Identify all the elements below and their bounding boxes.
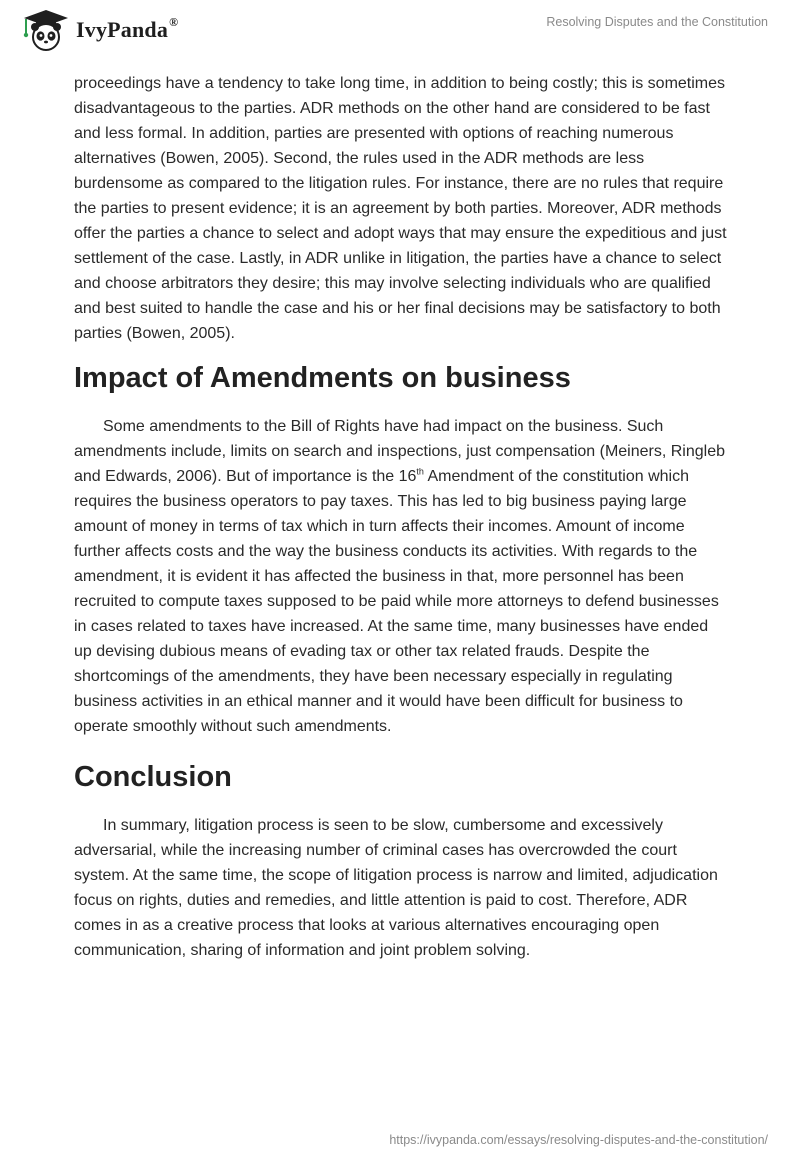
panda-graduate-icon xyxy=(16,8,70,52)
impact-paragraph: Some amendments to the Bill of Rights have had impact on the business. Such amendments include, limits on search and inspections, just compensation (Meiners, Ringleb and Edwards, 2006). But of importance is the 16th Amendment of the constitution which requires the business operators to pay taxes. This has led to big business paying large amount of money in terms of tax which in turn affects their incomes. Amount of income further affects costs and the way the business conducts its activities. With regards to the amendment, it is evident it has affected the business in that, more personnel has been recruited to compute taxes supposed to be paid while more attorneys to defend businesses in cases related to taxes have increased. At the same time, many businesses have ended up devising dubious means of evading tax or other tax related frauds. Despite the shortcomings of the amendments, they have been necessary especially in regulating business activities in an ethical manner and it would have been difficult for business to operate smoothly without such amendments. xyxy=(74,418,725,735)
conclusion-paragraph: In summary, litigation process is seen to be slow, cumbersome and excessively adversarial, while the increasing number of criminal cases has overcrowded the court system. At the same time, the scope of litigation process is narrow and limited, adjudication focus on rights, duties and remedies, and little attention is paid to cost. Therefore, ADR comes in as a creative process that looks at various alternatives encouraging open communication, sharing of information and joint problem solving. xyxy=(74,817,718,959)
section-heading-impact: Impact of Amendments on business xyxy=(74,362,571,394)
logo-wordmark: IvyPanda® xyxy=(76,15,179,42)
intro-paragraph: proceedings have a tendency to take long time, in addition to being costly; this is sometimes disadvantageous to the parties. ADR methods on the other hand are considered to be fast and less formal. In addition, parties are presented with options of reaching numerous alternatives (Bowen, 2005). Second, the rules used in the ADR methods are less burdensome as compared to the litigation rules. For instance, there are no rules that require the parties to present evidence; it is an agreement by both parties. Moreover, ADR methods offer the parties a chance to select and adopt ways that may ensure the expeditious and just settlement of the case. Lastly, in ADR unlike in litigation, the parties have a chance to select and choose arbitrators they desire; this may involve selecting individuals who are qualified and best suited to handle the case and his or her final decisions may be satisfactory to both parties (Bowen, 2005). xyxy=(74,75,727,342)
section-heading-conclusion: Conclusion xyxy=(74,761,232,793)
ordinal-superscript: th xyxy=(416,466,424,477)
essay-body xyxy=(74,71,730,963)
ivypanda-logo[interactable] xyxy=(16,8,178,52)
document-title: Resolving Disputes and the Constitution xyxy=(546,15,768,29)
registered-mark: ® xyxy=(169,15,179,29)
source-url[interactable]: https://ivypanda.com/essays/resolving-disputes-and-the-constitution/ xyxy=(389,1133,768,1147)
page-header xyxy=(0,0,800,60)
